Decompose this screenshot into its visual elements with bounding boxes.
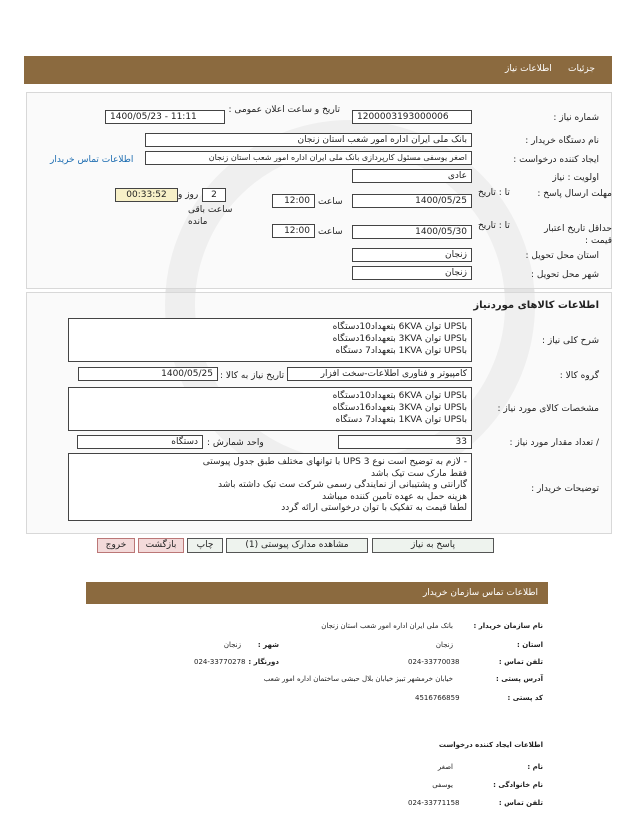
notes-line: فقط مارک ست تیک باشد <box>371 468 467 479</box>
reply-date-field: 1400/05/25 <box>352 194 472 208</box>
address-label: آدرس پستی : <box>495 675 543 683</box>
spec-label: مشخصات کالای مورد نیاز : <box>497 404 599 414</box>
creator-phone-label: تلفن تماس : <box>498 799 543 807</box>
summary-line: باUPS توان 1KVA بتعهداد7 دستگاه <box>335 346 467 356</box>
requester-field: اصغر یوسفی مسئول کارپردازی بانک ملی ایران اداره امور شعب استان زنجان <box>145 151 472 165</box>
summary-label: شرح کلی نیاز : <box>541 336 599 346</box>
notes-field <box>68 453 472 521</box>
priority-label: اولویت : نیاز <box>552 173 599 183</box>
remaining-time-label: ساعت باقی مانده <box>188 205 233 227</box>
reply-time-field: 12:00 <box>272 194 315 208</box>
requester-label: ایجاد کننده درخواست : <box>513 155 599 165</box>
delivery-province-label: استان محل تحویل : <box>525 251 599 261</box>
print-button[interactable]: چاپ <box>187 538 223 553</box>
attachments-button[interactable]: مشاهده مدارک پیوستی (1) <box>226 538 368 553</box>
spec-line: باUPS توان 3KVA بتعهداد16دستگاه <box>332 403 467 413</box>
city-label: شهر : <box>257 641 279 649</box>
price-to-date-label: تا : تاریخ <box>478 221 510 231</box>
reply-button[interactable]: پاسخ به نیاز <box>372 538 494 553</box>
notes-line: - لازم به توضیح است نوع UPS 3 با توانهای مختلف طبق جدول پیوستی <box>202 457 467 467</box>
goods-section-title: اطلاعات کالاهای موردنیاز <box>473 300 599 311</box>
delivery-city-field: زنجان <box>352 266 472 280</box>
reply-deadline-label: مهلت ارسال پاسخ : <box>537 189 612 199</box>
buyer-org-label: نام دستگاه خریدار : <box>525 136 599 146</box>
city-value: زنجان <box>223 641 241 649</box>
delivery-province-field: زنجان <box>352 248 472 262</box>
notes-line: هزینه حمل به عهده تامین کننده میباشد <box>322 491 467 502</box>
fax-label: دورنگار : <box>248 658 279 666</box>
address-value: خیابان خرمشهر تبیز خیابان بلال حبشی ساختمان اداره امور شعب <box>263 675 453 683</box>
unit-field: دستگاه <box>77 435 203 449</box>
delivery-city-label: شهر محل تحویل : <box>530 270 599 280</box>
province-value: زنجان <box>435 641 453 649</box>
announce-datetime-field: 1400/05/23 - 11:11 <box>105 110 225 124</box>
price-date-field: 1400/05/30 <box>352 225 472 239</box>
remaining-days-field: 2 <box>202 188 226 202</box>
price-time-field: 12:00 <box>272 224 315 238</box>
fax-value: 024-33770278 <box>194 658 246 666</box>
group-label: گروه کالا : <box>559 371 599 381</box>
remaining-days-label: روز و <box>178 190 199 200</box>
summary-line: باUPS توان 6KVA بتعهداد10دستگاه <box>332 322 467 332</box>
group-field: کامپیوتر و فناوری اطلاعات-سخت افزار <box>287 367 472 381</box>
priority-field: عادی <box>352 169 472 183</box>
province-label: استان : <box>517 641 543 649</box>
unit-label: واحد شمارش : <box>207 438 264 448</box>
postal-value: 4516766859 <box>415 694 460 702</box>
phone-value: 024-33770038 <box>408 658 460 666</box>
back-button[interactable]: بازگشت <box>138 538 184 553</box>
tab-details[interactable]: جزئیات <box>568 64 595 74</box>
announce-datetime-label: تاریخ و ساعت اعلان عمومی : <box>228 105 340 115</box>
postal-label: کد پستی : <box>507 694 543 702</box>
qty-field: 33 <box>338 435 472 449</box>
qty-label: / تعداد مقدار مورد نیاز : <box>509 438 599 448</box>
need-number-field: 1200003193000006 <box>352 110 472 124</box>
spec-field <box>68 387 472 431</box>
name-value: اصغر <box>437 763 453 771</box>
tab-need-info[interactable]: اطلاعات نیاز <box>505 64 552 74</box>
name-label: نام : <box>527 763 543 771</box>
price-time-label: ساعت <box>318 227 343 237</box>
buyer-contact-link[interactable]: اطلاعات تماس خریدار <box>50 155 134 165</box>
family-value: یوسفی <box>432 781 453 789</box>
need-number-label: شماره نیاز : <box>553 113 599 123</box>
price-validity-label: حداقل تاریخ اعتبار قیمت : <box>544 224 612 246</box>
notes-line: لطفا قیمت به تفکیک با توان درخواستی ارائه گردد <box>281 503 467 513</box>
phone-label: تلفن تماس : <box>498 658 543 666</box>
org-label: نام سازمان خریدار : <box>473 622 543 630</box>
buyer-org-field: بانک ملی ایران اداره امور شعب استان زنجان <box>145 133 472 147</box>
creator-phone-value: 024-33771158 <box>408 799 460 807</box>
exit-button[interactable]: خروج <box>97 538 135 553</box>
contact-bar-title: اطلاعات تماس سازمان خریدار <box>422 588 538 598</box>
need-date-label: تاریخ نیاز به کالا : <box>220 371 285 381</box>
notes-line: گارانتی و پشتیبانی از نمایندگی رسمی شرکت ست تیک داشته باشد <box>218 480 467 490</box>
reply-time-label: ساعت <box>318 197 343 207</box>
notes-label: توضیحات خریدار : <box>531 484 599 494</box>
need-date-field: 1400/05/25 <box>78 367 218 381</box>
spec-line: باUPS توان 6KVA بتعهداد10دستگاه <box>332 391 467 401</box>
org-value: بانک ملی ایران اداره امور شعب استان زنجان <box>321 622 453 630</box>
reply-to-date-label: تا : تاریخ <box>478 188 510 198</box>
creator-title: اطلاعات ایجاد کننده درخواست <box>438 741 543 749</box>
summary-field <box>68 318 472 362</box>
spec-line: باUPS توان 1KVA بتعهداد7 دستگاه <box>335 415 467 425</box>
summary-line: باUPS توان 3KVA بتعهداد16دستگاه <box>332 334 467 344</box>
family-label: نام خانوادگی : <box>493 781 543 789</box>
remaining-time-field: 00:33:52 <box>115 188 178 202</box>
